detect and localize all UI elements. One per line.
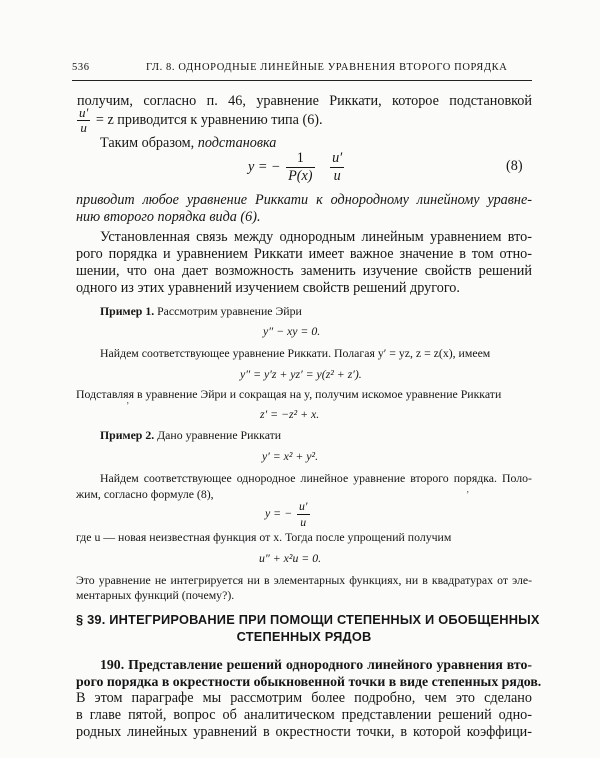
paragraph-line: приводит любое уравнение Риккати к однородному линейному уравне- [76,192,532,208]
fraction-numerator: u′ [299,499,308,513]
equation [265,499,312,530]
fraction [286,150,314,185]
fraction-numerator: u′ [79,105,89,120]
equation: y″ − xy = 0. [263,324,321,338]
fraction-denominator: u [80,120,87,135]
example-line [100,304,302,319]
section-heading: § 39. ИНТЕГРИРОВАНИЕ ПРИ ПОМОЩИ СТЕПЕННЫХ И ОБОБЩЕННЫХ [76,612,540,627]
example-line: жим, согласно формуле (8), [76,487,214,501]
equation: y′ = x² + y². [262,449,319,463]
paragraph-line: в главе пятой, вопрос об аналитическом представлении решений одно- [76,707,532,723]
paragraph-number: 190. [100,657,125,672]
example-line: Это уравнение не интегрируется ни в элементарных функциях, ни в квадратурах от эле- [76,573,532,587]
fraction [77,106,90,135]
paragraph-line: шении, что она дает возможность заменить изучение свойств решений [76,263,532,279]
paragraph-line [75,106,323,135]
running-title: ГЛ. 8. ОДНОРОДНЫЕ ЛИНЕЙНЫЕ УРАВНЕНИЯ ВТОРОГО ПОРЯДКА [146,62,508,73]
fraction-numerator: 1 [286,150,314,168]
equation-lhs: y = − [248,158,281,175]
example-line: Подставляя в уравнение Эйри и сокращая на y, получим искомое уравнение Риккати [76,387,502,401]
paragraph-italic-text: подстановка [197,135,277,151]
paragraph-line: рого порядка и уравнением Риккати имеет важное значение в том отно- [76,246,532,262]
example-label: Пример 2. [100,428,155,442]
example-line: где u — новая неизвестная функция от x. Тогда после упрощений получим [76,530,452,544]
fraction-denominator: u [333,168,341,184]
section-heading: СТЕПЕННЫХ РЯДОВ [236,629,372,644]
fraction-numerator: u′ [332,150,343,166]
equation-lhs: y = − [265,506,293,521]
fraction-denominator: P(x) [288,168,313,184]
fraction-denominator: u [300,515,307,529]
equation: y″ = y′z + yz′ = y(z² + z′). [240,367,362,381]
paragraph-line: родных линейных уравнений в окрестности точки, в которой коэффици- [76,724,532,740]
print-speck: ʼ [126,401,130,412]
equation-number: (8) [506,158,523,174]
paragraph-line: одного из этих уравнений изучением свойств решений другого. [76,280,460,296]
paragraph-line: В этом параграфе мы рассмотрим более подробно, чем это сделано [76,690,532,706]
page-number: 536 [72,62,90,73]
example-line: Найдем соответствующее уравнение Риккати. Полагая y′ = yz, z = z(x), имеем [100,346,491,360]
paragraph-text: Таким образом, [100,135,195,151]
example-text: Рассмотрим уравнение Эйри [157,304,302,318]
example-line [100,428,281,443]
equation: u″ + x²u = 0. [259,551,322,565]
print-speck: ʼ [466,490,470,501]
paragraph-line: Установленная связь между однородным линейным уравнением вто- [100,229,532,245]
example-label: Пример 1. [100,304,155,318]
fraction [330,150,344,185]
fraction [297,499,309,530]
example-text: Дано уравнение Риккати [157,428,282,442]
example-line: Найдем соответствующее однородное линейное уравнение второго порядка. Поло- [100,471,532,485]
equation: z′ = −z² + x. [260,407,320,421]
paragraph-text: = z приводится к уравнению типа (6). [95,111,323,128]
paragraph-line: получим, согласно п. 46, уравнение Риккати, которое подстановкой [77,93,532,109]
paragraph-bold-text: Представление решений однородного линейного уравнения вто- [128,657,532,672]
equation-8 [248,150,346,185]
paragraph-line: рого порядка в окрестности обыкновенной точки в виде степенных рядов. [76,674,542,689]
paragraph-line: нию второго порядка вида (6). [76,209,261,225]
example-line: ментарных функций (почему?). [76,588,235,602]
header-rule [72,80,532,81]
